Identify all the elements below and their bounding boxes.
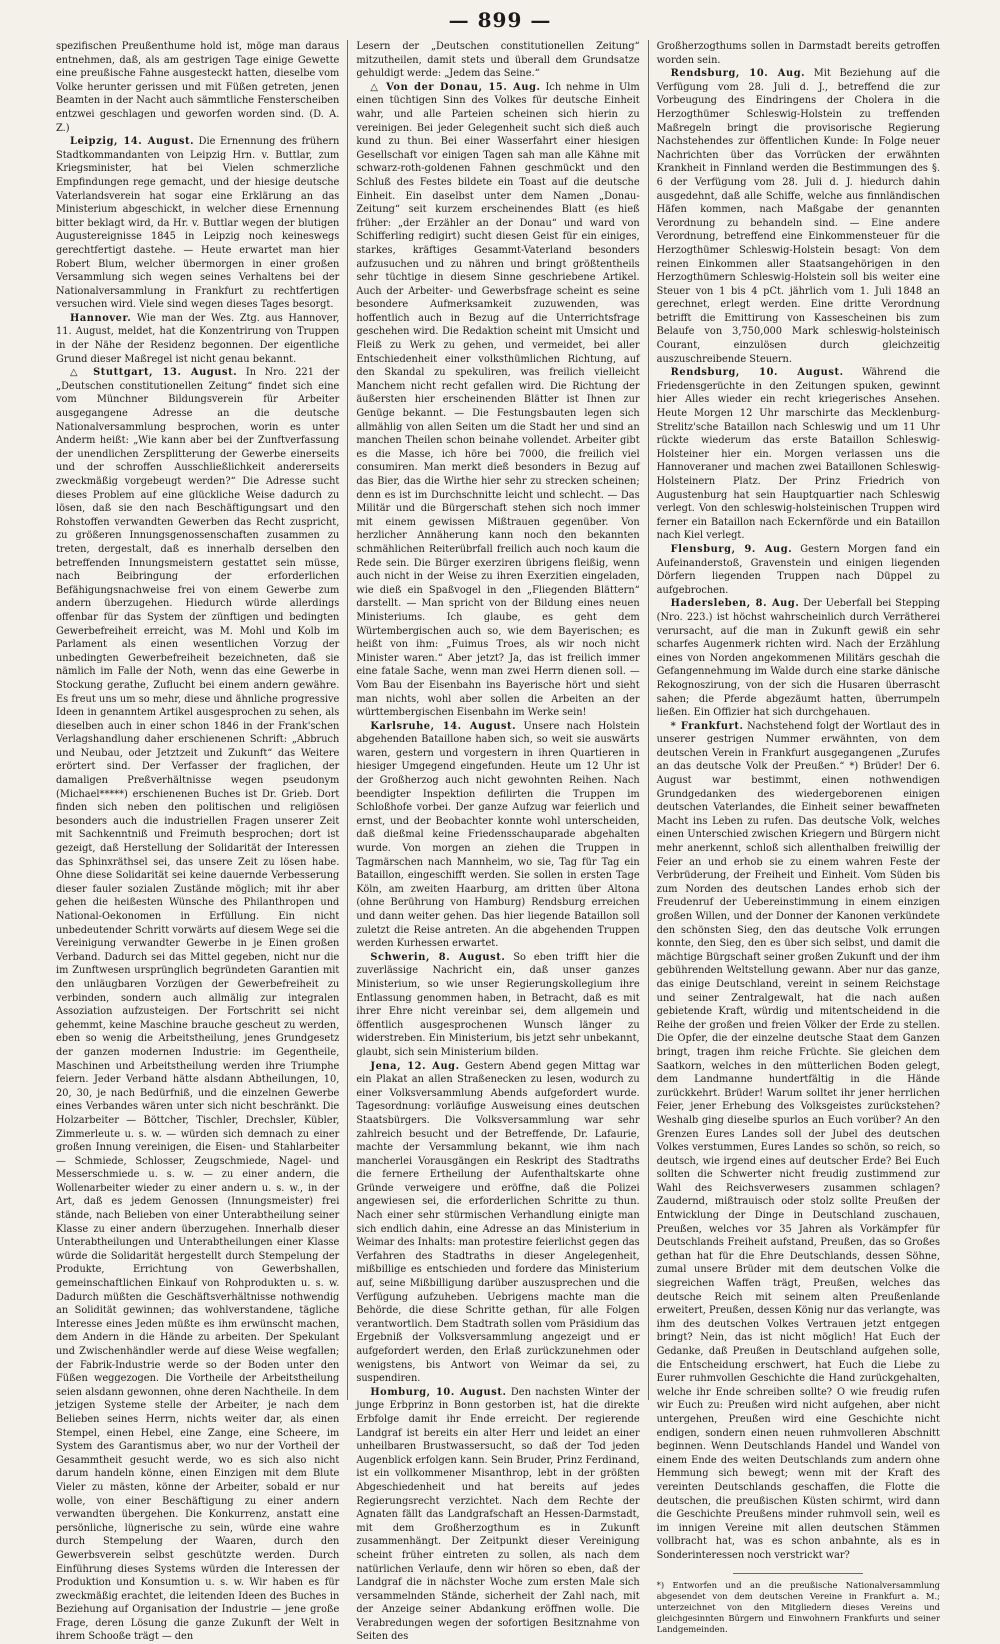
article-dateline: Flensburg, 9. Aug.: [670, 543, 793, 555]
article-dateline: Karlsruhe, 14. August.: [370, 720, 517, 732]
newspaper-columns: [48, 40, 948, 1643]
article-paragraph: * Frankfurt. Nachstehend folgt der Wortlaut des in unserer gestrigen Nummer erwähnten, von dem deutschen Verein in Frankfurt ausgegangenen „Zurufes an das deutsche Volk der Preußen.“ *) Brüder! Der 6. August war bestimmt, einen nothwendigen Grundgedanken des wiedergeborenen einigen deutschen Vaterlandes, die Einheit seiner bewaffneten Macht ins Leben zu rufen. Das deutsche Volk, welches einen Unterschied zwischen Kriegern und Bürgern nicht mehr anerkennt, schloß sich allenthalben freiwillig der Feier an und erhob sie zu einem wahren Feste der Verbrüderung, der Freiheit und Einheit. Vom Süden bis zum Norden des deutschen Landes erhob sich der Freudenruf der Uebereinstimmung in einem einzigen großen Willen, und der Donner der Kanonen verkündete den schönsten Sieg, den das deutsche Volk errungen konnte, den Sieg, den es über sich selbst, und damit die mächtige Bürgschaft seiner großen Zukunft und der ihm gebührenden Weltstellung gewann. Aber nur das ganze, das einige Deutschland, vereint in seinem Reichstage und seiner Zentralgewalt, hat die nach außen gebietende Kraft, würdig und mitentscheidend in die Reihe der großen und freien Völker der Erde zu stellen. Die Opfer, die der einzelne deutsche Staat dem Ganzen bringt, tragen ihm reiche Früchte. Sie gleichen dem Saatkorn, welches in den mütterlichen Boden gelegt, dem Landmanne hundertfältig in die Hände zurückkehrt. Brüder! Warum solltet ihr jener herrlichen Feier, jener Erhebung des Volksgeistes zurückstehen? Weshalb ging dieselbe spurlos an Euch vorüber? An den Grenzen Eures Landes soll der Jubel des deutschen Volkes verstummen, Eures Landes so schön, so reich, so deutsch, wie irgend eines auf deutscher Erde? Bei Euch sollten die Schwerter nicht freudig zustimmend zur Wahl des Reichsverwesers zusammen schlagen? Zaudernd, mißtrauisch oder stolz sollte Preußen der Entwicklung der Dinge in Deutschland zuschauen, Preußen, welches vor 35 Jahren als Vorkämpfer für Deutschlands Freiheit aufstand, Preußen, das so Großes gethan hat für die Ehre Deutschlands, dessen Söhne, zumal unsere Brüder mit dem deutschen Volke die siegreichen Waffen trägt, Preußen, welches das deutsche Reich mit seinem alten Preußenlande erweitert, Preußen, dessen König nur das verlangte, was ihm des deutschen Volkes Vertrauen jetzt entgegen bringt? Nein, das ist nicht möglich! Hat Euch der Gedanke, daß Preußen in Deutschland aufgehen solle, die Entscheidung erschwert, hat Euch die Liebe zu Eurer ruhmvollen Geschichte die Hand zurückgehalten, welche ihr Ende schreiben sollte? O wie freudig rufen wir Euch zu: Preußen wird nicht aufgehen, aber nicht untergehen, Preußen wird eine Geschichte nicht endigen, sondern einen neuen ruhmvolleren Abschnitt beginnen. Wenn Deutschlands Handel und Wandel von einem Ende des weiten Deutschlands zum andern ohne Hemmung sich bewegt; wenn mit der Kraft des vereinten Deutschlands geschaffen, die Flotte die deutschen, die preußischen Küsten schirmt, wird dann die Geschichte Preußens minder ruhmvoll sein, weil es im innigen Vereine mit allen deutschen Stämmen vollbracht hat, was es schon anbahnte, als es in Sonderinteressen noch verstrickt war?: [656, 720, 940, 1561]
footnote: [657, 1580, 940, 1635]
article-dateline: △ Stuttgart, 13. August.: [70, 367, 238, 379]
article-dateline: Homburg, 10. August.: [370, 1386, 507, 1398]
article-paragraph: Leipzig, 14. August. Die Ernennung des frühern Stadtkommandanten von Leipzig Hrn. v. Buttlar, zum Kriegsminister, hat bei Vielen schmerzliche Empfindungen rege gemacht, und der hiesige deutsche Vaterlandsverein hat sogar eine Erklärung an das Ministerium abgeschickt, in welcher diese Ernennung bitter beklagt wird, da Hr. v. Buttlar wegen der blutigen Augustereignisse 1845 in Leipzig noch keineswegs gerechtfertigt dastehe. — Heute erwartet man hier Robert Blum, welcher übermorgen in einer großen Versammlung sich wegen seines Verhaltens bei der Nationalversammlung in Frankfurt zu rechtfertigen versuchen wird. Viele sind wegen dieses Tages besorgt.: [56, 136, 340, 311]
article-paragraph: △ Von der Donau, 15. Aug. Ich nehme in Ulm einen tüchtigen Sinn des Volkes für deutsche Einheit wahr, und alle Parteien scheinen sich hierin zu vereinigen. Bei jeder Gelegenheit sucht sich dieß auch kund zu thun. Bei einer Wasserfahrt einer hiesigen Gesellschaft vor einigen Tagen sah man alle Kähne mit schwarz-roth-goldenen Fahnen geschmückt und den Schluß des Festes bildete ein Toast auf die deutsche Einheit. Ein daselbst unter dem Namen „Donau-Zeitung“ seit kurzem erscheinendes Blatt (es hieß früher: „der Erzähler an der Donau“ und ward von Schifferling redigirt) sucht diesen Geist für ein einiges, starkes, kräftiges Gesammt-Vaterland besonders aufzusuchen und zu nähren und bringt größtentheils sehr tüchtige in diesem Sinne geschriebene Artikel. Auch der Arbeiter- und Gewerbsfrage scheint es seine besondere Aufmerksamkeit zuzuwenden, was hoffentlich auch in Bezug auf die Unterrichtsfrage geschehen wird. Die Redaktion scheint mit Umsicht und Fleiß zu Werk zu gehen, und vermeidet, bei aller Entschiedenheit einer volksthümlichen Richtung, auf den Skandal zu spekuliren, was freilich vielleicht Manchem nicht recht gefallen wird. Die Richtung der äußersten hier erscheinenden Blätter ist Ihnen zur Genüge bekannt. — Die Festungsbauten legen sich allmählig von allen Seiten um die Stadt her und sind an manchen Theilen schon beinahe vollendet. Arbeiter gibt es die Masse, ich höre bei 7000, die freilich viel consumiren. Man merkt dieß besonders in Bezug auf das Bier, das die Wirthe hier sehr zu strecken scheinen; denn es ist im Durchschnitte leicht und schlecht. — Das Militär und die Bürgerschaft stehen sich noch immer mit einem gewissen Mißtrauen gegenüber. Von herzlicher Annäherung kann noch den bekannten schmählichen Reiterübrfall freilich auch noch kaum die Rede sein. Die Bürger exerziren übrigens fleißig, wenn auch nicht in der Weise zu ihren Exerzitien eingeladen, wie dieß ein Spaßvogel in den „Fliegenden Blättern“ darstellt. — Man spricht von der Bildung eines neuen Ministeriums. Ich glaube, es geht dem Würtembergischen auch so, wie dem Bayerischen; es heißt von ihm: „Fuimus Troes, als wir noch nicht Minister waren.“ Aber jetzt? Ja, das ist freilich immer eine fatale Sache, wenn man zwei Herrn dienen soll. — Vom Bau der Eisenbahn ins Bayerische hört und sieht man nichts, wohl aber sollen die Arbeiten an der württembergischen Eisenbahn im Werke sein!: [356, 81, 640, 719]
footnote-text: *) Entworfen und an die preußische Nationalversammlung abgesendet von dem deutschen Vereine in Frankfurt a. M.; unterzeichnet von den Mitgliedern dieses Vereins und gleichgesinnten Bürgern und Einwohnern Frankfurts und seiner Landgemeinden.: [656, 1579, 940, 1634]
column-left: [48, 40, 347, 1643]
article-dateline: * Frankfurt.: [670, 720, 744, 732]
column-right: [648, 40, 948, 1634]
article-paragraph: Rendsburg, 10. August. Während die Friedensgerüchte in den Zeitungen spuken, gewinnt hier Alles wieder ein recht kriegerisches Ansehen. Heute Morgen 12 Uhr marschirte das Mecklenburg-Strelitz'sche Bataillon nach Schleswig und um 11 Uhr rückte wiederum das erste Bataillon Schleswig-Holsteiner hier ein. Morgen verlassen uns die Hannoveraner und machen zwei Bataillonen Schleswig-Holsteinern Platz. Der Prinz Friedrich von Augustenburg hat sein Hauptquartier nach Schleswig verlegt. Von den schleswig-holsteinischen Truppen wird ferner ein Bataillon nach Eckernförde und ein Bataillon nach Kiel verlegt.: [656, 367, 940, 542]
article-paragraph: Hannover. Wie man der Wes. Ztg. aus Hannover, 11. August, meldet, hat die Konzentrirung von Truppen in der Nähe der Residenz begonnen. Der eigentliche Grund dieser Maßregel ist nicht genau bekannt.: [56, 312, 340, 365]
article-dateline: △ Von der Donau, 15. Aug.: [370, 81, 541, 93]
article-dateline: Hadersleben, 8. Aug.: [670, 598, 800, 610]
column-middle: [347, 40, 647, 1643]
article-paragraph: Lesern der „Deutschen constitutionellen Zeitung“ mitzutheilen, damit stets und überall dem Grundsatze gehuldigt werde: „Jedem das Seine.“: [356, 41, 640, 80]
article-paragraph: Hadersleben, 8. Aug. Der Ueberfall bei Stepping (Nro. 223.) ist höchst wahrscheinlich durch Verrätherei verursacht, auf die man in Zukunft gewiß ein sehr scharfes Augenmerk richten wird. Nach der Erzählung eines von Norden angekommenen Militärs geschah die Gefangennehmung im Walde durch eine starke dänische Rekognoszirung, von der sich die Husaren überrascht sahen; die Pferde abgezäumt hatten, überrumpeln ließen. Ein Offizier hat sich durchgehauen.: [656, 598, 940, 719]
article-dateline: Jena, 12. Aug.: [370, 1060, 460, 1072]
article-paragraph: Großherzogthums sollen in Darmstadt bereits getroffen worden sein.: [656, 41, 940, 66]
article-dateline: Schwerin, 8. August.: [370, 951, 506, 963]
article-paragraph: spezifischen Preußenthume hold ist, möge man daraus entnehmen, daß, als am gestrigen Tage einige Gewette eine preußische Fahne ausgesteckt hatten, dieselbe vom Volke herunter gerissen und mit Füßen getreten, jenen Beamten in der Nacht auch sämmtliche Fensterscheiben entzwei geschlagen und geworfen worden sind. (D. A. Z.): [56, 41, 340, 134]
article-paragraph: Schwerin, 8. August. So eben trifft hier die zuverlässige Nachricht ein, daß unser ganzes Ministerium, so wie unser Regierungskollegium ihre Entlassung genommen haben, in Betracht, daß es mit ihrer Ehre nicht vereinbar sei, dem allgemein und öffentlich ausgesprochenen Wunsch länger zu widerstreben. Ein Ministerium, bis jetzt sehr unbekannt, glaubt, sich sein Ministerium bilden.: [356, 951, 640, 1058]
article-paragraph: Homburg, 10. August. Den nachsten Winter der junge Erbprinz in Bonn gestorben ist, hat die direkte Erbfolge damit ihr Ende erreicht. Der regierende Landgraf ist bereits ein alter Herr und leidet an einer unheilbaren Brustwassersucht, so daß der Tod jeden Augenblick erfolgen kann. Sein Bruder, Prinz Ferdinand, ist ein vollkommener Misanthrop, lebt in der größten Abgeschiedenheit und hat bereits auf jedes Regierungsrecht verzichtet. Nach dem Rechte der Agnaten fällt das Landgrafschaft an Hessen-Darmstadt, mit dem Großherzogthum es in Zukunft zusammenhängt. Der Zeitpunkt dieser Vereinigung scheint früher eintreten zu sollen, als nach dem natürlichen Verlaufe, denn wir hören so eben, daß der Landgraf die in nächster Woche zum ersten Male sich versammelnden Stände, sicherheit der Zahl nach, mit der Anzeige seiner Abdankung eröffnen wolle. Die Verabredungen wegen der sofortigen Besitznahme von Seiten des: [356, 1386, 640, 1643]
article-paragraph: Rendsburg, 10. Aug. Mit Beziehung auf die Verfügung vom 28. Juli d. J., betreffend die zur Vorbeugung des Eindringens der Cholera in die Herzogthümer Schleswig-Holstein zu treffenden Maßregeln bringt die provisorische Regierung Nachstehendes zur öffentlichen Kunde: In Folge neuer Nachrichten über das Vorrücken der erwähnten Krankheit in Finnland werden die Bestimmungen des §. 6 der Verfügung vom 28. Juli d. J. hiedurch dahin ausgedehnt, daß alle Schiffe, welche aus finnländischen Häfen kommen, nach Maßgabe der genannten Verordnung zu behandeln sind. — Eine andere Verordnung, betreffend eine Einkommensteuer für die Herzogthümer Schleswig-Holstein besagt: Von dem reinen Einkommen aller Staatsangehörigen in den Herzogthümern Schleswig-Holstein soll bis weiter eine Steuer von 1 bis 4 pCt. jährlich vom 1. Juli 1848 an gerechnet, erlegt werden. Eine dritte Verordnung betrifft die Emittirung von Kassescheinen bis zum Belaufe von 3,750,000 Mark schleswig-holsteinisch Courant, einzulösen durch gleichzeitig auszuschreibende Steuern.: [656, 68, 940, 365]
article-dateline: Rendsburg, 10. August.: [670, 367, 844, 379]
page-number: — 899 —: [448, 8, 552, 32]
article-paragraph: Jena, 12. Aug. Gestern Abend gegen Mittag war ein Plakat an allen Straßenecken zu lesen, wodurch zu einer Volksversammlung Abends aufgefordert wurde. Tagesordnung: vorläufige Ausweisung eines deutschen Staatsbürgers. Die Volksversammlung war sehr zahlreich besucht und der Betreffende, Dr. Lafaurie, machte der Versammlung bekannt, wie ihm nach mancherlei Vorausgängen ein Reskript des Stadtraths die fernere Ertheilung der Aufenthaltskarte ohne Gründe verweigere und eröffne, daß die Polizei angewiesen sei, die erforderlichen Schritte zu thun. Nach einer sehr stürmischen Verhandlung einigte man sich endlich dahin, eine Adresse an das Ministerium in Weimar des Inhalts: man protestire feierlichst gegen das Verfahren des Stadtraths in dieser Angelegenheit, mißbillige es entschieden und fordere das Ministerium auf, seine Mißbilligung darüber auszusprechen und die Verfügung aufzuheben. Uebrigens machte man die Behörde, die diese Schritte gethan, für alle Folgen verantwortlich. Dem Stadtrath sollen vom Präsidium das Ergebniß der Volksversammlung angezeigt und er aufgefordert werden, den Erlaß zurückzunehmen oder wenigstens, bis Antwort von Weimar da sei, zu suspendiren.: [356, 1060, 640, 1385]
footnote-divider: [733, 1573, 863, 1574]
article-paragraph: △ Stuttgart, 13. August. In Nro. 221 der „Deutschen constitutionellen Zeitung“ findet sich eine vom Münchner Bildungsverein für Arbeiter ausgegangene Adresse an die deutsche Nationalversammlung besprochen, worin es unter Anderm heißt: „Wie kann aber bei der Zunftverfassung der unendlichen Zersplitterung der Gewerbe einerseits und der schroffen Ausschließlichkeit andererseits zweckmäßig vorgebeugt werden?“ Die Adresse sucht dieses Problem auf eine glückliche Weise dadurch zu lösen, daß sie den nach Beschäftigungsart und den Rohstoffen verwandten Gewerben das Recht zuspricht, zu größeren Innungsgenossenschaften zusammen zu treten, dergestalt, daß es innerhalb derselben den betreffenden Innungsmeistern gestattet sein müsse, nach Beibringung der erforderlichen Befähigungsnachweise frei von einem Gewerbe zum andern überzugehen. Hiedurch würde allerdings offenbar für das System der zünftigen und bedingten Gewerbefreiheit erreicht, was M. Mohl und Kolb im Parlament als einen wesentlichen Vorzug der unbedingten Gewerbefreiheit bezeichneten, daß sie nämlich im Falle der Noth, wenn das eine Gewerbe in Stockung gerathe, Zuflucht bei einem andern gewähre. Es freut uns um so mehr, diese und ähnliche progressive Ideen in genanntem Artikel ausgesprochen zu sehen, als dieselben auch in einer schon 1846 in der Frank'schen Verlagshandlung daher erschienenen Schrift: „Abbruch und Neubau, oder Jetztzeit und Zukunft“ das Weitere erörtert sind. Der Verfasser der fraglichen, der damaligen Preßverhältnisse wegen pseudonym (Michael*****) erschienenen Buches ist Dr. Grieb. Dort finden sich neben den politischen und religiösen besonders auch die industriellen Fragen unserer Zeit mit Sachkenntniß und Freimuth besprochen; dort ist gezeigt, daß Herstellung der Solidarität der Interessen das Sphinxräthsel sei, das unsere Zeit zu lösen habe. Ohne diese Solidarität sei keine dauernde Verbesserung dieser fauler sozialen Zustände möglich; mit ihr aber gehen die heißesten Wünsche des Philanthropen und National-Oekonomen in Erfüllung. Ein nicht unbedeutender Schritt vorwärts auf diesem Wege sei die Vereinigung verwandter Gewerbe in je Einen großen Verband. Dadurch sei das Mittel gegeben, nicht nur die im Zunftwesen ursprünglich begründeten Garantien mit den unläugbaren Vorzügen der Gewerbefreiheit zu verbinden, sondern auch allmälig zur integralen Assoziation aufzusteigen. Der Fortschritt sei nicht gehemmt, keine Maschine brauche gescheut zu werden, eben so wenig die Arbeitstheilung, jenes Grundgesetz der ganzen modernen Industrie: im Gegentheile, Maschinen und Arbeitstheilung werden ihre Triumphe feiern. Jeder Verband hätte alsdann Abtheilungen, 10, 20, 30, je nach Bedürfniß, und die einzelnen Gewerbe eines Verbandes wären unter sich nicht beschränkt. Die Holzarbeiter — Böttcher, Tischler, Drechsler, Kübler, Zimmerleute u. s. w. — würden sich demnach zu einer großen Innung vereinigen, die Eisen- und Stahlarbeiter — Schmiede, Schlosser, Zeugschmiede, Nagel- und Messerschmiede u. s. w. — zu einer andern, die Wollenarbeiter wieder zu einer andern u. s. w., in der Art, daß es jedem Genossen (Innungsmeister) frei stände, nach Belieben von einer Unterabtheilung seiner Klasse zu einer andern überzugehen. Innerhalb dieser Unterabtheilungen und Unterabtheilungen einer Klasse würde die Solidarität hergestellt durch Stempelung der Produkte, Errichtung von Gewerbshallen, gemeinschaftlichen Einkauf von Rohprodukten u. s. w. Dadurch müßten die Geschäftsverhältnisse nothwendig an Solidität gewinnen; das wohlverstandene, tägliche Interesse eines Jeden müßte es ihm erwünscht machen, dem Andern in die Hände zu arbeiten. Der Spekulant und Zwischenhändler werde auf diese Weise wegfallen; der Fabrik-Industrie werde so der Boden unter den Füßen weggezogen. Die Vortheile der Arbeitstheilung seien alsdann gewonnen, ohne deren Nachtheile. In dem jetzigen Systeme stelle der Arbeiter, je nach dem Belieben seines Herrn, nichts weiter dar, als einen Stempel, einen Hebel, eine Zange, eine Scheere, im System des Garantismus aber, wo nur der Vortheil der Gesammtheit gesucht werde, wo es sich also nicht darum handeln könne, einen Einzigen mit dem Blute Vieler zu mästen, könne der Arbeiter, sobald er nur wolle, von einer Beschäftigung zu einer andern verwandten übergehen. Die Konkurrenz, anstatt eine persönliche, lügnerische zu sein, würde eine wahre durch Stempelung der Waaren, durch den Gewerbsverein selbst geschützte werden. Durch Einführung dieses Systems würden die Interessen der Produktion und Konsumtion u. s. w. Wir haben es für zweckmäßig erachtet, die leitenden Ideen des Buches in Beziehung auf Organisation der Industrie — jene große Frage, deren Lösung die ganze Zukunft der Welt in ihrem Schooße trägt — den: [56, 367, 340, 1643]
article-dateline: Hannover.: [70, 312, 132, 324]
article-dateline: Rendsburg, 10. Aug.: [670, 68, 806, 80]
article-paragraph: Flensburg, 9. Aug. Gestern Morgen fand ein Aufeinanderstoß, Gravenstein und einigen liegenden Dörfern liegenden Truppen nach Düppel zu aufgebrochen.: [656, 543, 940, 596]
article-dateline: Leipzig, 14. August.: [70, 136, 195, 148]
article-paragraph: Karlsruhe, 14. August. Unsere nach Holstein abgehenden Bataillone haben sich, so weit sie auswärts waren, gestern und vorgestern in ihren Quartieren in hiesiger Umgegend eingefunden. Heute um 12 Uhr ist der Großherzog auch nicht gewohnten Reihen. Nach beendigter Inspektion defilirten die Truppen im Schloßhofe vorbei. Der ganze Aufzug war feierlich und ernst, und der Beobachter konnte wohl unterscheiden, daß dießmal keine Friedensschauparade abgehalten wurde. Von morgen an ziehen die Truppen in Tagmärschen nach Mannheim, wo sie, Tag für Tag ein Bataillon, eingeschifft werden. Sie sollen in ersten Tage Köln, am zweiten Haarburg, am dritten über Altona (ohne Berührung von Hamburg) Rendsburg erreichen und dann weiter gehen. Das hier liegende Bataillon soll zuletzt die Reise antreten. An die abgehenden Truppen werden Kurhessen erwartet.: [356, 720, 640, 950]
